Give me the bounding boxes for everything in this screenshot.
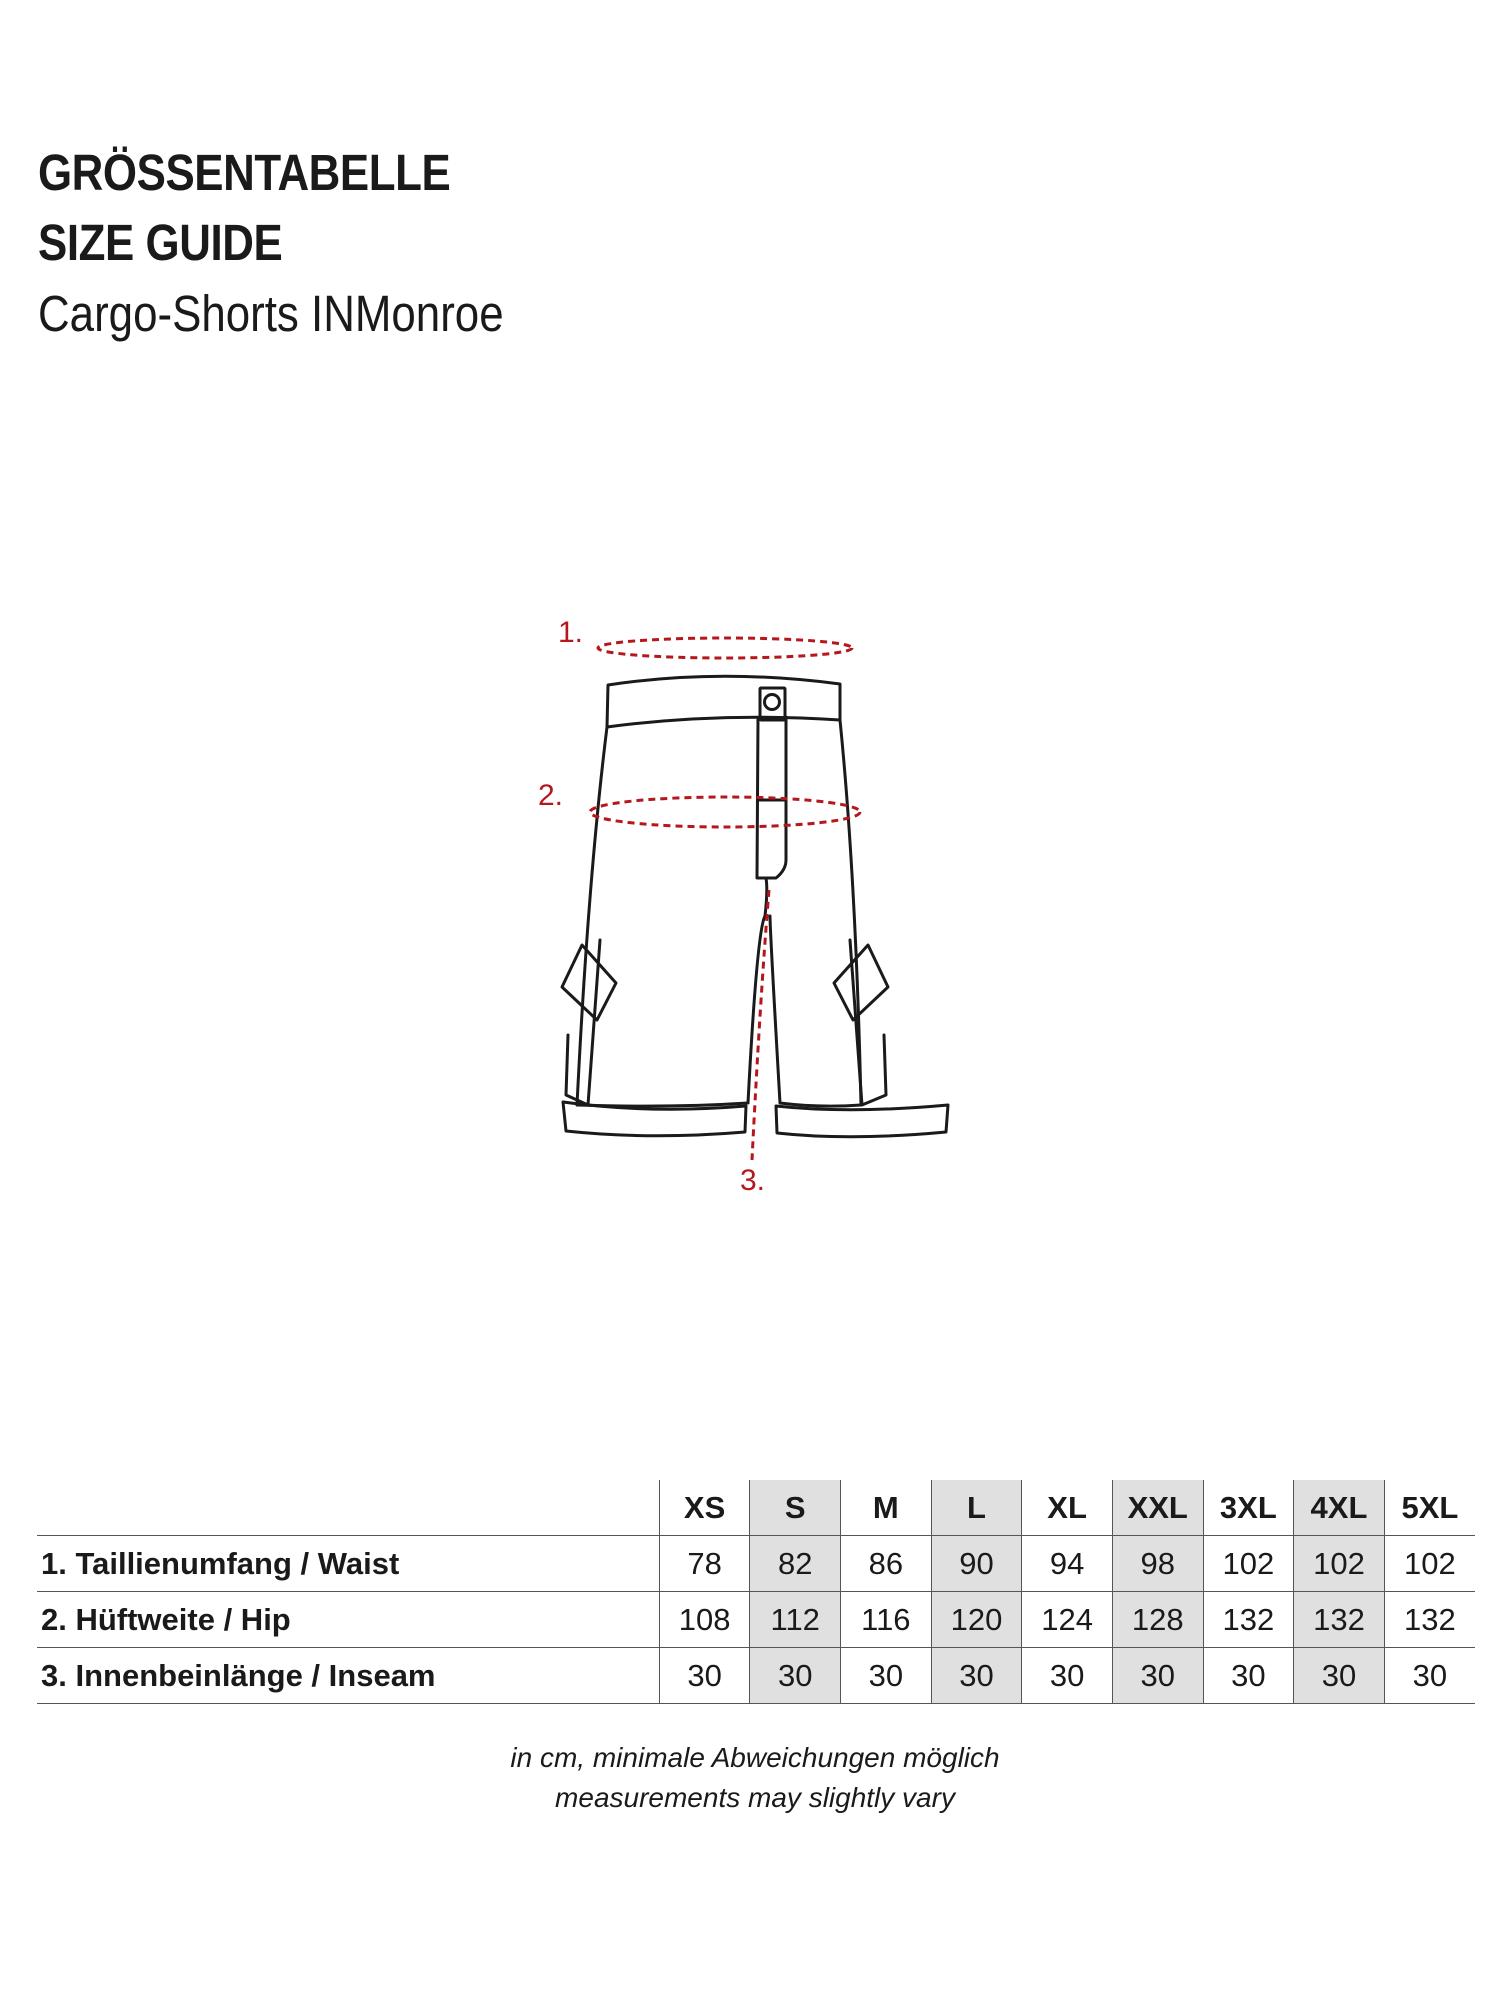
marker-waist: 1. <box>558 616 584 649</box>
row-label-waist: 1. Taillienumfang / Waist <box>37 1536 659 1592</box>
table-row-inseam <box>37 1648 1475 1704</box>
table-cell: 108 <box>659 1592 750 1648</box>
size-header-s: S <box>750 1480 841 1536</box>
hip-measure-line <box>590 797 860 827</box>
right-hem <box>776 1105 948 1137</box>
row-label-inseam: 3. Innenbeinlänge / Inseam <box>37 1648 659 1704</box>
table-cell: 90 <box>931 1536 1022 1592</box>
size-header-xxl: XXL <box>1112 1480 1203 1536</box>
right-leg-outline <box>770 720 861 1106</box>
table-cell: 132 <box>1294 1592 1385 1648</box>
table-cell: 30 <box>1022 1648 1113 1704</box>
table-cell: 30 <box>1112 1648 1203 1704</box>
size-table <box>37 1480 1475 1704</box>
table-corner <box>37 1480 659 1536</box>
right-pocket-flap <box>834 945 888 1020</box>
marker-inseam: 3. <box>740 1164 766 1197</box>
marker-hip: 2. <box>538 779 564 812</box>
table-cell: 132 <box>1384 1592 1475 1648</box>
table-cell: 30 <box>750 1648 841 1704</box>
table-cell: 82 <box>750 1536 841 1592</box>
table-cell: 30 <box>1384 1648 1475 1704</box>
table-cell: 94 <box>1022 1536 1113 1592</box>
size-header-l: L <box>931 1480 1022 1536</box>
size-header-m: M <box>841 1480 932 1536</box>
table-cell: 102 <box>1294 1536 1385 1592</box>
table-row-waist <box>37 1536 1475 1592</box>
table-cell: 120 <box>931 1592 1022 1648</box>
table-cell: 98 <box>1112 1536 1203 1592</box>
size-header-xl: XL <box>1022 1480 1113 1536</box>
table-cell: 102 <box>1203 1536 1294 1592</box>
button-icon <box>765 695 780 710</box>
table-cell: 30 <box>1294 1648 1385 1704</box>
table-cell: 112 <box>750 1592 841 1648</box>
page-title: GRÖSSENTABELLE <box>38 144 451 201</box>
left-leg-outline <box>577 727 767 1106</box>
waist-measure-line <box>598 638 852 658</box>
table-cell: 30 <box>931 1648 1022 1704</box>
size-header-xs: XS <box>659 1480 750 1536</box>
size-header-4xl: 4XL <box>1294 1480 1385 1536</box>
left-pocket-flap <box>562 945 616 1020</box>
table-cell: 30 <box>659 1648 750 1704</box>
table-cell: 78 <box>659 1536 750 1592</box>
table-cell: 30 <box>841 1648 932 1704</box>
table-cell: 128 <box>1112 1592 1203 1648</box>
product-name: Cargo-Shorts INMonroe <box>38 285 504 342</box>
table-cell: 86 <box>841 1536 932 1592</box>
table-row-hip <box>37 1592 1475 1648</box>
size-header-row <box>37 1480 1475 1536</box>
waistband-outline <box>607 676 840 727</box>
footnote-german: in cm, minimale Abweichungen möglich <box>510 1742 1000 1773</box>
table-cell: 124 <box>1022 1592 1113 1648</box>
footnote-english: measurements may slightly vary <box>555 1782 955 1813</box>
table-cell: 102 <box>1384 1536 1475 1592</box>
table-cell: 132 <box>1203 1592 1294 1648</box>
size-header-5xl: 5XL <box>1384 1480 1475 1536</box>
table-cell: 30 <box>1203 1648 1294 1704</box>
row-label-hip: 2. Hüftweite / Hip <box>37 1592 659 1648</box>
size-header-3xl: 3XL <box>1203 1480 1294 1536</box>
table-cell: 116 <box>841 1592 932 1648</box>
page-title-english: SIZE GUIDE <box>38 214 283 271</box>
cargo-shorts-icon <box>520 600 1000 1200</box>
